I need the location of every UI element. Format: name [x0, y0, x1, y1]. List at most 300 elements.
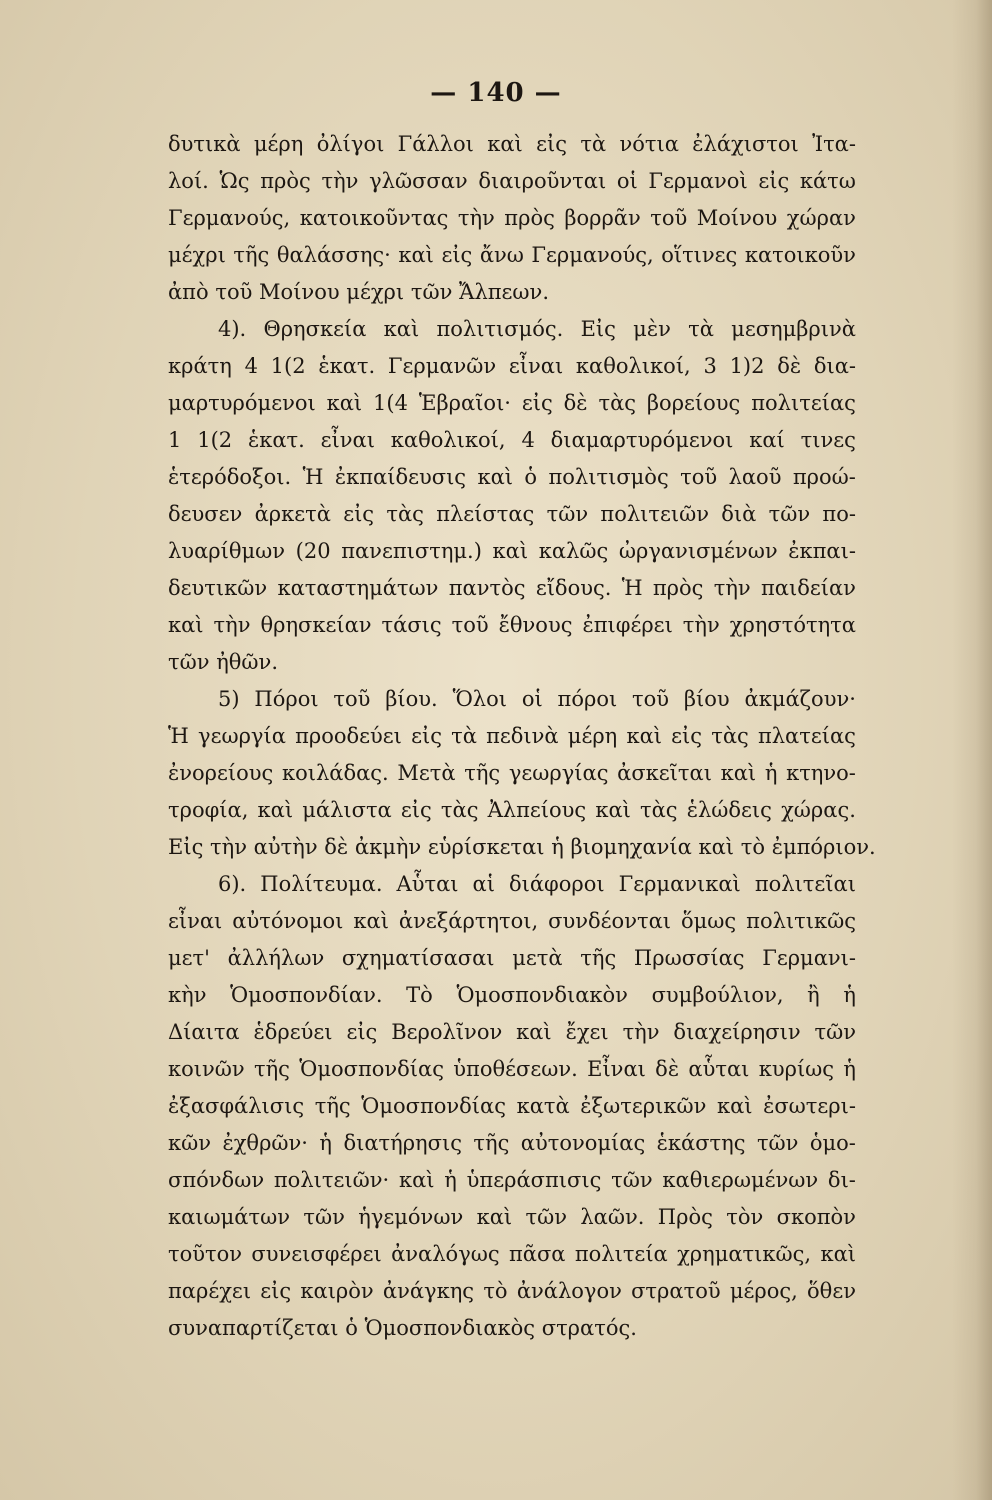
word: ὠργανισμένων	[618, 539, 778, 563]
word: τὸ	[483, 1279, 508, 1303]
word: 1(2	[197, 428, 233, 452]
word: τῶν	[768, 502, 811, 526]
word: Ὁμοσπονδίαν.	[230, 983, 383, 1007]
word: ἢ	[807, 983, 820, 1007]
word: καὶ	[398, 1168, 435, 1192]
word: τὴν	[213, 613, 251, 637]
word: καιωμάτων	[168, 1205, 291, 1229]
word: ἀπὸ	[168, 280, 209, 304]
word: τὴν	[622, 1020, 660, 1044]
word: Ὅλοι	[452, 687, 507, 711]
word: καθολικοί,	[575, 354, 691, 378]
word: 1	[168, 428, 182, 452]
word: ἡ	[319, 1131, 333, 1155]
word: ἑλώδεις	[686, 798, 772, 822]
word: μετὰ	[512, 946, 563, 970]
word: συμβούλιον,	[651, 983, 784, 1007]
word: εἰς	[441, 243, 473, 267]
word: ἐχθρῶν·	[222, 1131, 308, 1155]
text-line	[168, 237, 856, 274]
word: χρηστότητα	[729, 613, 856, 637]
word: Τὸ	[406, 983, 433, 1007]
text-line	[168, 1014, 856, 1051]
text-line	[168, 1236, 856, 1273]
word: αὗται	[688, 1057, 750, 1081]
word: πολιτισμὸς	[548, 465, 669, 489]
word: οἱ	[521, 687, 543, 711]
word: ἐκπαι-	[788, 539, 856, 563]
word: ὅθεν	[807, 1279, 856, 1303]
text-line	[168, 1051, 856, 1088]
word: τῶν	[410, 280, 453, 304]
word: ὁ	[345, 1316, 358, 1340]
word: θαλάσσης·	[276, 243, 391, 267]
word: καλῶς	[538, 539, 609, 563]
word: καὶ	[698, 835, 735, 859]
word: Πολίτευμα.	[260, 872, 383, 896]
word: διάφοροι	[508, 872, 605, 896]
text-line	[168, 1162, 856, 1199]
word: διαχείρησιν	[673, 1020, 801, 1044]
word: Μοίνου	[696, 206, 778, 230]
word: εἰς	[536, 132, 567, 156]
word: πανεπιστημ.)	[341, 539, 482, 563]
word: τοῦ	[680, 465, 718, 489]
word: νότια	[619, 132, 679, 156]
page-number: — 140 —	[430, 78, 562, 108]
word: πλείστας	[436, 502, 535, 526]
word: βορρᾶν	[564, 206, 641, 230]
word: 1)2	[729, 354, 765, 378]
word: πο-	[822, 502, 856, 526]
word: Ὁμοσπονδιακὸν	[456, 983, 628, 1007]
word: τῶν	[546, 502, 589, 526]
text-line	[168, 459, 856, 496]
word: 6).	[218, 872, 247, 896]
word: Ἑβραῖοι·	[418, 391, 511, 415]
word: γεωργίας	[508, 761, 609, 785]
word: βίου.	[385, 687, 438, 711]
word: συνδέονται	[548, 909, 672, 933]
word: κοιλάδας.	[281, 761, 389, 785]
word: (20	[295, 539, 331, 563]
word: κὴν	[168, 983, 207, 1007]
word: εἰς	[260, 1279, 292, 1303]
word: εἴδους.	[535, 576, 612, 600]
word: μεσημβρινὰ	[731, 317, 856, 341]
word: ὑποθέσεων.	[453, 1057, 578, 1081]
word: λυαρίθμων	[168, 539, 286, 563]
word: ἡ	[444, 1168, 457, 1192]
word: τῶν	[525, 1205, 567, 1229]
word: στρατός.	[541, 1316, 637, 1340]
word: εἶναι	[168, 909, 223, 933]
word: τῆς	[314, 1094, 351, 1118]
text-line	[168, 681, 856, 718]
word: Πόροι	[254, 687, 319, 711]
word: τῆς	[253, 1057, 290, 1081]
word: κατοικοῦν	[744, 243, 856, 267]
word: δὲ	[655, 1057, 680, 1081]
word: τῶν	[814, 1020, 856, 1044]
word: χώραν	[786, 206, 856, 230]
word: Αὗται	[396, 872, 459, 896]
word: καὶ	[487, 132, 523, 156]
word: 4).	[218, 317, 247, 341]
word: δὲ	[563, 391, 588, 415]
word: καταστημάτων	[277, 576, 439, 600]
word: συναπαρτίζεται	[168, 1316, 339, 1340]
word: Θρησκεία	[263, 317, 367, 341]
text-line	[168, 977, 856, 1014]
word: Γερμανούς,	[531, 243, 654, 267]
text-line	[168, 311, 856, 348]
word: τὴν	[321, 169, 359, 193]
word: καὶ	[353, 909, 389, 933]
text-line	[168, 1088, 856, 1125]
word: πολιτεία	[574, 1242, 668, 1266]
word: τῶν	[611, 1168, 653, 1192]
word: ἀκμὴν	[354, 835, 422, 859]
word: Βερολῖνον	[391, 1020, 503, 1044]
word: Εἰς	[580, 317, 616, 341]
word: αἱ	[472, 872, 495, 896]
word: ἀναλόγως	[391, 1242, 500, 1266]
word: μὲν	[633, 317, 671, 341]
word: Γερμανικαὶ	[618, 872, 741, 896]
word: τὰς	[440, 798, 479, 822]
word: σκοπὸν	[776, 1205, 856, 1229]
word: Γερμανι-	[762, 946, 856, 970]
word: τῶν	[303, 1205, 345, 1229]
word: καὶ	[398, 243, 434, 267]
word: τὸ	[740, 835, 765, 859]
text-line	[168, 607, 856, 644]
word: τῶν	[756, 1131, 799, 1155]
word: δια-	[813, 354, 856, 378]
text-line	[168, 274, 856, 311]
word: καιρὸν	[300, 1279, 374, 1303]
word: τὰ	[688, 317, 714, 341]
word: Ἡ	[302, 465, 324, 489]
word: τῆς	[473, 1131, 510, 1155]
word: αὐτόνομοι	[232, 909, 344, 933]
word: καὶ	[257, 798, 294, 822]
word: 1(2	[270, 354, 306, 378]
word: διὰ	[721, 502, 757, 526]
word: ἐξωτερικῶν	[580, 1094, 707, 1118]
word: ἀλλήλων	[227, 946, 325, 970]
word: καὶ	[626, 724, 662, 748]
word: μέχρι	[346, 280, 405, 304]
word: αὐτονομίας	[520, 1131, 646, 1155]
word: καὶ	[477, 465, 514, 489]
word: τὴν	[682, 613, 720, 637]
word: Γερμανούς,	[168, 206, 291, 230]
word: καθολικοί,	[390, 428, 506, 452]
word: μαρτυρόμενοι	[168, 391, 316, 415]
word: ὀλίγοι	[316, 132, 385, 156]
word: ὁμο-	[809, 1131, 856, 1155]
word: βιομηχανία	[570, 835, 692, 859]
word: πόροι	[557, 687, 618, 711]
word: δι-	[827, 1168, 856, 1192]
word: τάσις	[381, 613, 442, 637]
word: πρὸς	[260, 169, 311, 193]
word: καὶ	[168, 613, 204, 637]
word: προώ-	[792, 465, 856, 489]
word: τῶν	[168, 650, 210, 674]
word: εἰς	[521, 391, 553, 415]
word: κοινῶν	[168, 1057, 245, 1081]
word: παρέχει	[168, 1279, 252, 1303]
word: τὴν	[713, 576, 751, 600]
word: σχηματίσασαι	[341, 946, 495, 970]
word: ἑδρεύει	[253, 1020, 333, 1044]
text-line	[168, 385, 856, 422]
word: 4	[244, 354, 258, 378]
word: Ἀλπείους	[487, 798, 587, 822]
word: ἐπιφέρει	[582, 613, 673, 637]
word: γλῶσσαν	[369, 169, 468, 193]
word: κράτη	[168, 354, 232, 378]
text-line	[168, 570, 856, 607]
word: ἀρκετὰ	[254, 502, 331, 526]
text-line	[168, 496, 856, 533]
word: κάτω	[799, 169, 856, 193]
word: τοῦ	[632, 687, 670, 711]
word: τοῦ	[215, 280, 253, 304]
word: εἰς	[411, 724, 442, 748]
word: ἐξασφάλισις	[168, 1094, 305, 1118]
text-line	[168, 1199, 856, 1236]
word: λαῶν.	[580, 1205, 645, 1229]
word: Μοίνου	[259, 280, 340, 304]
word: ἀνεξάρτητοι,	[398, 909, 539, 933]
word: καὶ	[383, 317, 420, 341]
word: Ὁμοσπονδίας	[299, 1057, 444, 1081]
word: παιδείαν	[760, 576, 856, 600]
word: ἑκατ.	[247, 428, 305, 452]
word: μέρος,	[729, 1279, 798, 1303]
text-line	[168, 792, 856, 829]
word: καὶ	[516, 1020, 552, 1044]
text-line	[168, 940, 856, 977]
word: ἑκατ.	[318, 354, 376, 378]
word: ἐνορείους	[168, 761, 274, 785]
word: εἰς	[343, 502, 375, 526]
word: πολιτειῶν	[600, 502, 709, 526]
word: αὐτὴν	[253, 835, 318, 859]
word: 3	[703, 354, 717, 378]
word: θρησκείαν	[260, 613, 372, 637]
word: Εἶναι	[587, 1057, 646, 1081]
text-line	[168, 1125, 856, 1162]
word: πολιτισμός.	[436, 317, 564, 341]
word: τὰ	[580, 132, 607, 156]
word: Γερμανοὶ	[648, 169, 748, 193]
word: καὶ	[720, 761, 757, 785]
word: τὰ	[451, 724, 477, 748]
word: τινες	[800, 428, 856, 452]
word: τοῦ	[333, 687, 371, 711]
word: Ὁμοσπονδίας	[361, 1094, 506, 1118]
word: ἡ	[843, 983, 856, 1007]
word: βορείους	[646, 391, 741, 415]
word: ἠθῶν.	[216, 650, 278, 674]
word: ἑκάστης	[656, 1131, 746, 1155]
word: τὰς	[640, 798, 678, 822]
word: σπόνδων	[168, 1168, 265, 1192]
word: πολιτείας	[751, 391, 856, 415]
word: δὲ	[324, 835, 349, 859]
text-line	[168, 1310, 856, 1347]
text-line	[168, 1273, 856, 1310]
word: Ὁμοσπονδιακὸς	[364, 1316, 536, 1340]
word: χώρας.	[781, 798, 856, 822]
word: τὸν	[726, 1205, 764, 1229]
word: τοῦ	[650, 206, 688, 230]
word: Εἰς	[168, 835, 204, 859]
word: ὑπεράσπισις	[466, 1168, 602, 1192]
word: ἐλάχιστοι	[692, 132, 799, 156]
word: τοῦ	[451, 613, 489, 637]
text-line	[168, 348, 856, 385]
text-line	[168, 755, 856, 792]
word: καὶ	[595, 798, 631, 822]
word: τὰς	[598, 391, 637, 415]
word: χρηματικῶς,	[677, 1242, 812, 1266]
word: κατοικοῦντας	[299, 206, 449, 230]
body-text	[168, 126, 876, 1347]
word: Δίαιτα	[168, 1020, 240, 1044]
word: εἶναι	[320, 428, 375, 452]
word: Ἡ	[621, 576, 643, 600]
word: ἐκπαίδευσις	[334, 465, 467, 489]
word: παντὸς	[448, 576, 526, 600]
word: καὶ	[492, 539, 529, 563]
text-line	[168, 200, 856, 237]
word: καὶ	[716, 1094, 753, 1118]
word: στρατοῦ	[631, 1279, 721, 1303]
word: ἡ	[551, 835, 564, 859]
text-line	[168, 422, 856, 459]
word: τὴν	[457, 206, 495, 230]
word: λαοῦ	[728, 465, 782, 489]
word: λοί.	[168, 169, 209, 193]
word: 1(4	[373, 391, 408, 415]
word: μέχρι	[168, 243, 226, 267]
word: εἰς	[671, 724, 703, 748]
word: εἰς	[758, 169, 790, 193]
word: Γερμανῶν	[387, 354, 497, 378]
word: πλατείας	[757, 724, 856, 748]
word: Πρὸς	[657, 1205, 713, 1229]
word: καθιερωμένων	[662, 1168, 819, 1192]
word: ἡγεμόνων	[358, 1205, 464, 1229]
word: ἡ	[764, 761, 778, 785]
word: Ἡ	[168, 724, 189, 748]
word: τῆς	[233, 243, 270, 267]
word: Γάλλοι	[397, 132, 474, 156]
word: καὶ	[326, 391, 363, 415]
word: διαιροῦνται	[478, 169, 607, 193]
text-line	[168, 903, 856, 940]
word: ἐσωτερι-	[763, 1094, 856, 1118]
word: ἀσκεῖται	[617, 761, 712, 785]
text-line	[168, 866, 856, 903]
word: προοδεύει	[295, 724, 402, 748]
word: γεωργία	[198, 724, 286, 748]
word: τοῦτον	[168, 1242, 243, 1266]
word: ἑτερόδοξοι.	[168, 465, 292, 489]
word: διαμαρτυρόμενοι	[550, 428, 734, 452]
text-line	[168, 829, 876, 866]
word: συνεισφέρει	[251, 1242, 382, 1266]
text-line	[168, 533, 856, 570]
word: ὅμως	[680, 909, 737, 933]
word: εἰς	[400, 798, 432, 822]
word: ὁ	[524, 465, 538, 489]
word: οἵτινες	[661, 243, 738, 267]
word: μέρη	[567, 724, 618, 748]
word: πρὸς	[652, 576, 704, 600]
word: τροφία,	[168, 798, 249, 822]
word: πολιτικῶς	[746, 909, 856, 933]
text-line	[168, 718, 856, 755]
page-gutter-shadow	[952, 0, 992, 1500]
word: τὰς	[386, 502, 424, 526]
word: δευτικῶν	[168, 576, 268, 600]
word: ἀκμάζουν·	[744, 687, 856, 711]
word: πρὸς	[504, 206, 555, 230]
word: Μετὰ	[397, 761, 456, 785]
word: Ἄλπεων.	[459, 280, 549, 304]
word: δὲ	[777, 354, 802, 378]
word: εἶναι	[508, 354, 564, 378]
word: ἔχει	[565, 1020, 609, 1044]
text-line	[168, 126, 856, 163]
word: πολιτειῶν·	[273, 1168, 390, 1192]
word: διατήρησις	[343, 1131, 462, 1155]
word: ἔθνους	[498, 613, 573, 637]
word: δευσεν	[168, 502, 243, 526]
word: τὴν	[210, 835, 247, 859]
word: 5)	[218, 687, 240, 711]
word: πεδινὰ	[486, 724, 559, 748]
word: καί	[749, 428, 785, 452]
word: μάλιστα	[302, 798, 392, 822]
word: ἐμπόριον.	[771, 835, 876, 859]
word: καὶ	[820, 1242, 856, 1266]
text-line	[168, 644, 856, 681]
word: κατὰ	[516, 1094, 570, 1118]
word: μέρη	[253, 132, 304, 156]
word: βίου	[683, 687, 730, 711]
word: πᾶσα	[508, 1242, 566, 1266]
word: 4	[521, 428, 535, 452]
word: κυρίως	[758, 1057, 835, 1081]
text-line	[168, 163, 856, 200]
word: καὶ	[476, 1205, 513, 1229]
word: εἰς	[346, 1020, 378, 1044]
word: μετ'	[168, 946, 210, 970]
word: Πρωσσίας	[633, 946, 745, 970]
word: πολιτεῖαι	[754, 872, 856, 896]
word: ἡ	[843, 1057, 856, 1081]
word: Ἰτα-	[812, 132, 856, 156]
word: κῶν	[168, 1131, 212, 1155]
